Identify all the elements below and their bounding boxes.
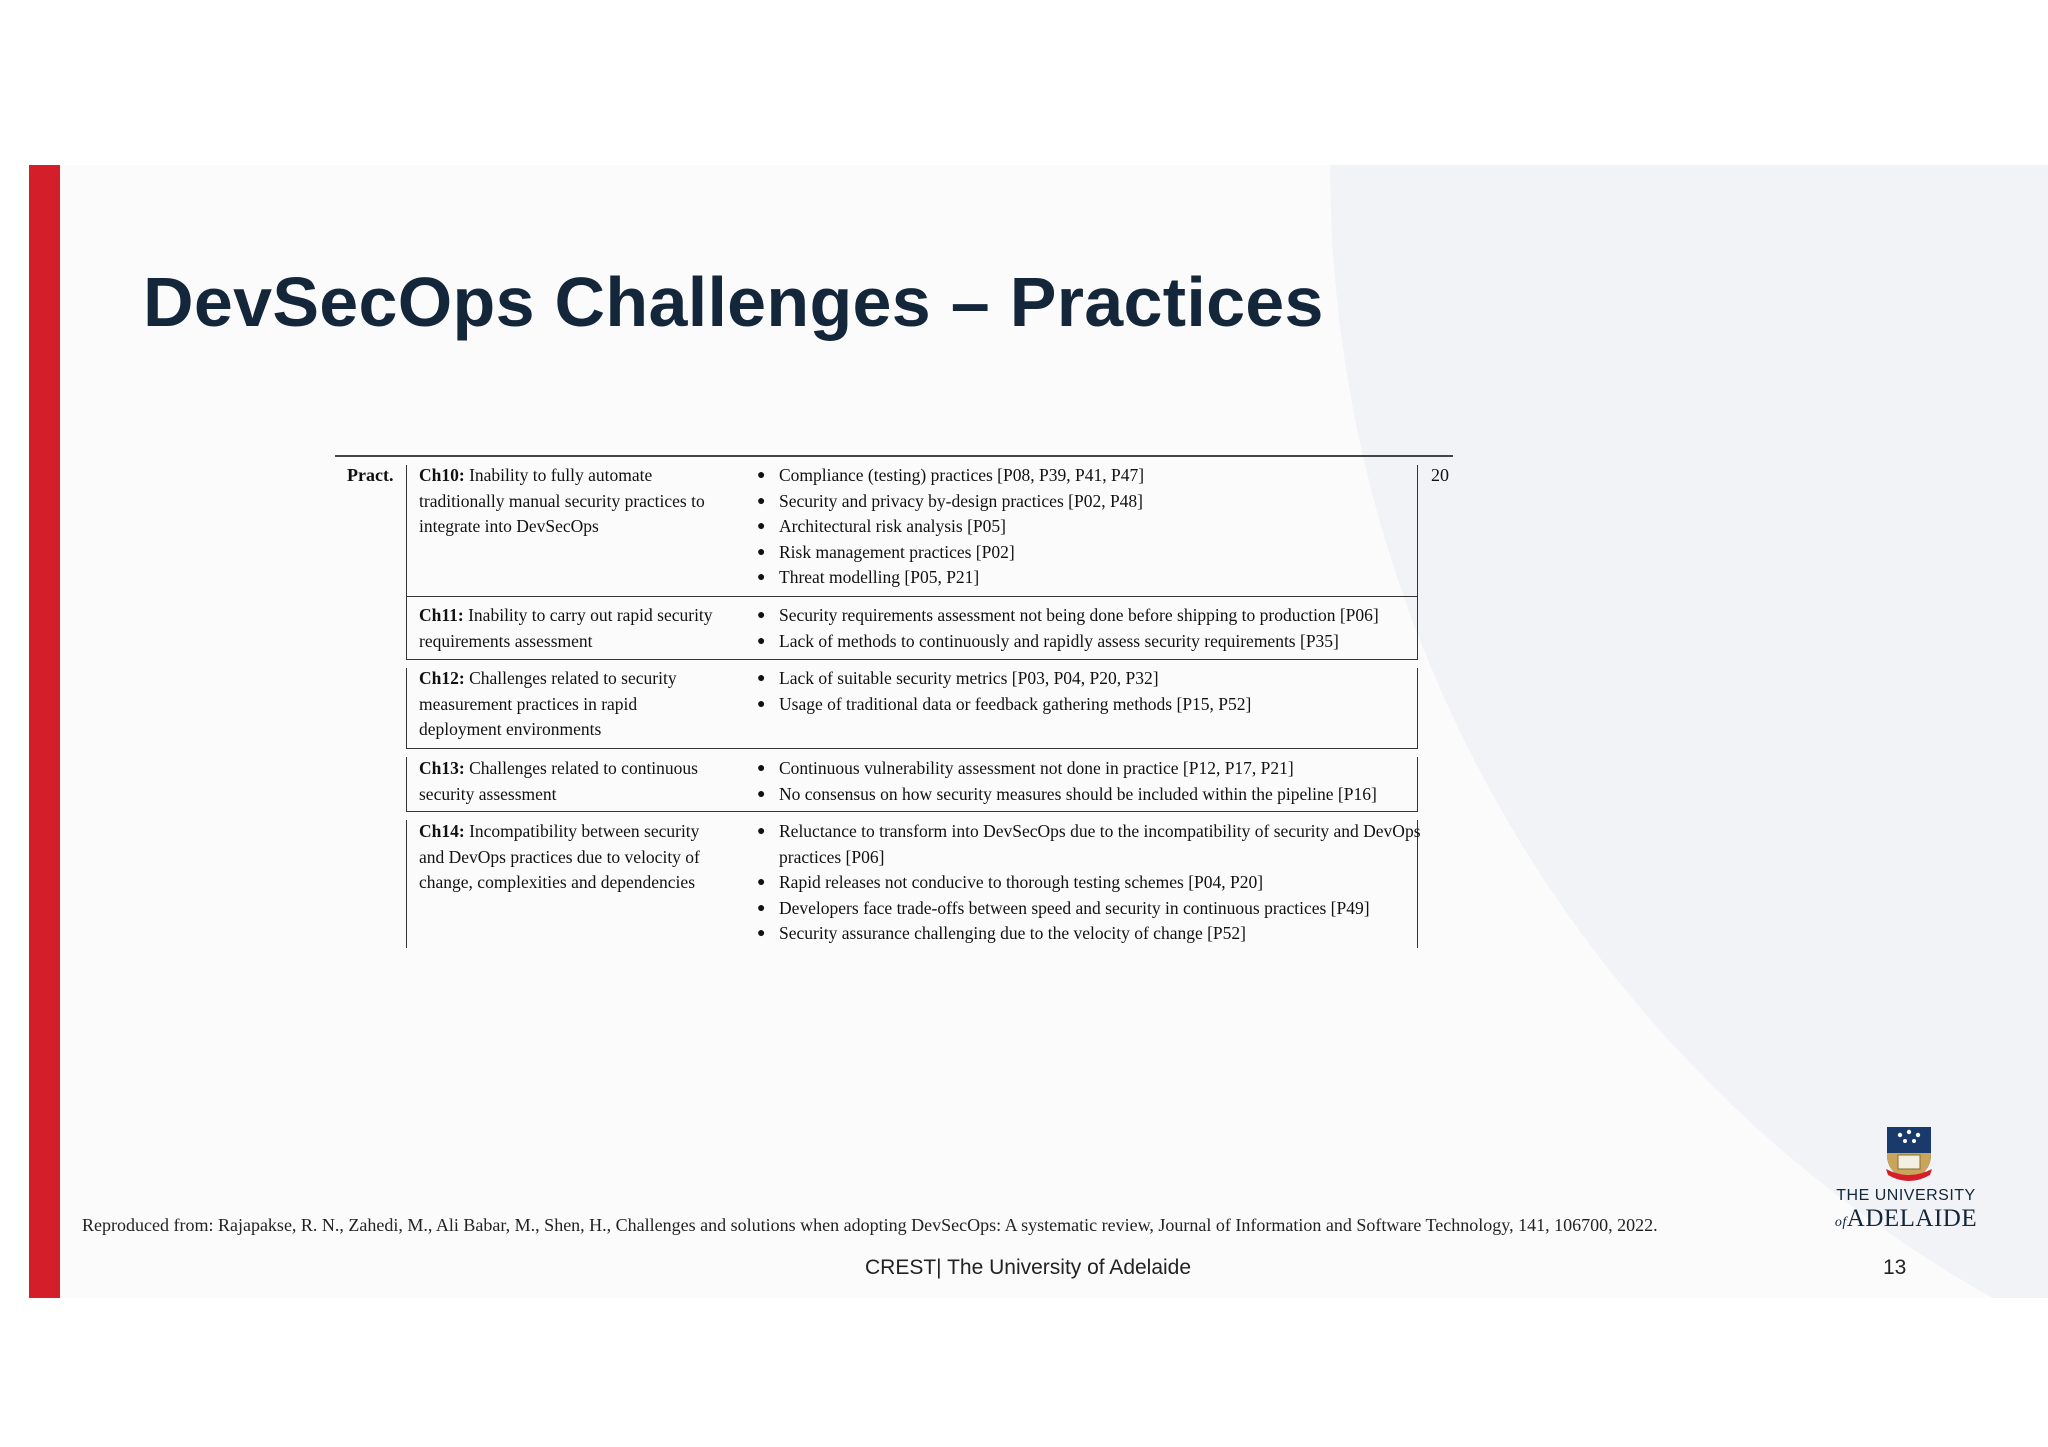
challenge-text: Inability to carry out rapid security requirements assessment <box>419 605 713 651</box>
row-border-right <box>1417 668 1418 748</box>
page-number: 13 <box>1883 1256 1907 1279</box>
list-item: ● Compliance (testing) practices [P08, P39, P41, P47] <box>757 465 1145 485</box>
university-logo <box>1834 1125 1978 1235</box>
practice-list <box>757 603 1379 654</box>
challenge-id: Ch12: <box>419 668 465 688</box>
challenge-cell <box>419 819 719 896</box>
challenge-count: 20 <box>1431 465 1449 485</box>
challenge-text: Inability to fully automate traditionally manual security practices to integrate into DevSecOps <box>419 465 705 536</box>
logo-line-1: THE UNIVERSITY <box>1836 1187 1976 1204</box>
row-separator <box>406 748 1418 749</box>
practice-list <box>757 756 1377 807</box>
challenge-cell <box>419 603 729 654</box>
challenges-table <box>335 455 1453 950</box>
row-border-right <box>1417 605 1418 659</box>
row-border-right <box>1417 757 1418 811</box>
footer-text: CREST| The University of Adelaide <box>865 1256 1192 1279</box>
challenge-text: Challenges related to continuous security assessment <box>419 758 698 804</box>
university-crest-icon <box>1884 1125 1934 1183</box>
list-item: ● Security assurance challenging due to the velocity of change [P52] <box>757 923 1246 943</box>
challenge-cell <box>419 666 689 743</box>
challenge-id: Ch13: <box>419 758 465 778</box>
citation: Reproduced from: Rajapakse, R. N., Zahedi, M., Ali Babar, M., Shen, H., Challenges and solutions when adopting DevSecOps: A systematic review, Journal of Information and Software Technology, 141, 106700, 2022. <box>82 1215 1658 1235</box>
challenge-cell <box>419 756 719 807</box>
practice-list <box>757 819 1421 947</box>
practice-list <box>757 463 1144 591</box>
challenge-id: Ch14: <box>419 821 465 841</box>
row-border-left <box>406 757 407 811</box>
row-separator <box>406 811 1418 812</box>
row-separator <box>406 596 1418 597</box>
challenge-text: Incompatibility between security and DevOps practices due to velocity of change, complexities and dependencies <box>419 821 700 892</box>
list-item: ● Rapid releases not conducive to thorough testing schemes [P04, P20] <box>757 872 1264 892</box>
list-item: ● Usage of traditional data or feedback gathering methods [P15, P52] <box>757 693 1252 714</box>
practice-list <box>757 666 1251 717</box>
list-item: ● Developers face trade-offs between speed and security in continuous practices [P49] <box>757 897 1370 918</box>
row-separator <box>406 659 1418 660</box>
slide-title: DevSecOps Challenges – Practices <box>143 263 1324 341</box>
list-item: ● No consensus on how security measures should be included within the pipeline [P16] <box>757 783 1377 804</box>
list-item: ● Architectural risk analysis [P05] <box>757 516 1006 536</box>
category-label: Pract. <box>347 465 394 485</box>
list-item: ● Security and privacy by-design practices [P02, P48] <box>757 490 1144 511</box>
list-item: ● Security requirements assessment not being done before shipping to production [P06] <box>757 605 1379 625</box>
row-border-left <box>406 820 407 948</box>
list-item: ● Threat modelling [P05, P21] <box>757 567 980 587</box>
row-border-right <box>1417 465 1418 606</box>
list-item: ● Continuous vulnerability assessment not done in practice [P12, P17, P21] <box>757 758 1294 778</box>
challenge-text: Challenges related to security measurement practices in rapid deployment environments <box>419 668 677 739</box>
challenge-id: Ch10: <box>419 465 465 485</box>
row-border-left <box>406 605 407 659</box>
list-item: ● Risk management practices [P02] <box>757 541 1015 562</box>
row-border-left <box>406 465 407 606</box>
list-item: ● Reluctance to transform into DevSecOps due to the incompatibility of security and DevOps <box>757 821 1421 841</box>
challenge-cell <box>419 463 719 540</box>
list-item: ● Lack of suitable security metrics [P03, P04, P20, P32] <box>757 668 1159 688</box>
list-item-continuation: practices [P06] <box>779 846 885 867</box>
row-border-left <box>406 668 407 748</box>
list-item: ● Lack of methods to continuously and rapidly assess security requirements [P35] <box>757 630 1339 651</box>
logo-line-2: ofADELAIDE <box>1834 1205 1978 1232</box>
accent-bar <box>29 165 60 1298</box>
challenge-id: Ch11: <box>419 605 464 625</box>
table-top-rule <box>335 455 1453 457</box>
